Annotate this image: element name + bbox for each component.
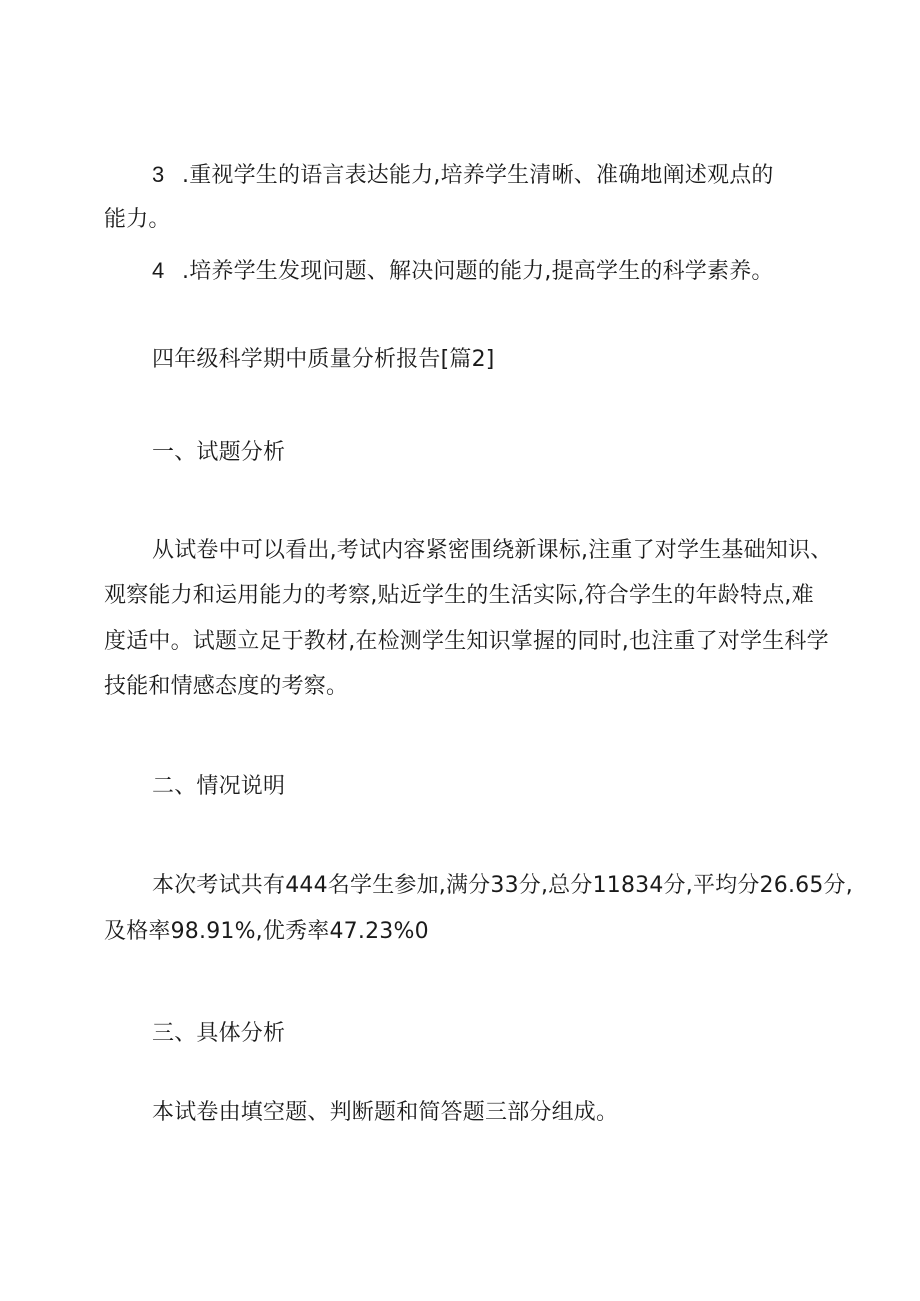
paragraph-line: 度适中。试题立足于教材,在检测学生知识掌握的同时,也注重了对学生科学 [104, 629, 829, 654]
section-heading-3: 三、具体分析 [152, 1021, 286, 1046]
list-item-text: .重视学生的语言表达能力,培养学生清晰、准确地阐述观点的 [182, 163, 774, 188]
section-heading-2: 二、情况说明 [152, 774, 286, 799]
report-title: 四年级科学期中质量分析报告[篇2] [152, 347, 495, 372]
paragraph-line: 本次考试共有444名学生参加,满分33分,总分11834分,平均分26.65分, [152, 873, 853, 898]
list-item-number: 4 [152, 258, 165, 283]
paragraph-line: 技能和情感态度的考察。 [104, 674, 349, 699]
section-heading-1: 一、试题分析 [152, 440, 286, 465]
paragraph-line: 从试卷中可以看出,考试内容紧密围绕新课标,注重了对学生基础知识、 [152, 538, 833, 563]
list-item-text: 能力。 [104, 207, 171, 232]
list-item-text: .培养学生发现问题、解决问题的能力,提高学生的科学素养。 [182, 259, 774, 284]
list-item-number: 3 [152, 162, 165, 187]
list-item-3-continuation [104, 205, 171, 235]
paragraph-line: 本试卷由填空题、判断题和简答题三部分组成。 [152, 1100, 619, 1125]
paragraph-line: 观察能力和运用能力的考察,贴近学生的生活实际,符合学生的年龄特点,难 [104, 583, 814, 608]
paragraph-line: 及格率98.91%,优秀率47.23%0 [104, 919, 429, 944]
list-item-3 [152, 160, 774, 191]
list-item-4 [152, 256, 774, 287]
